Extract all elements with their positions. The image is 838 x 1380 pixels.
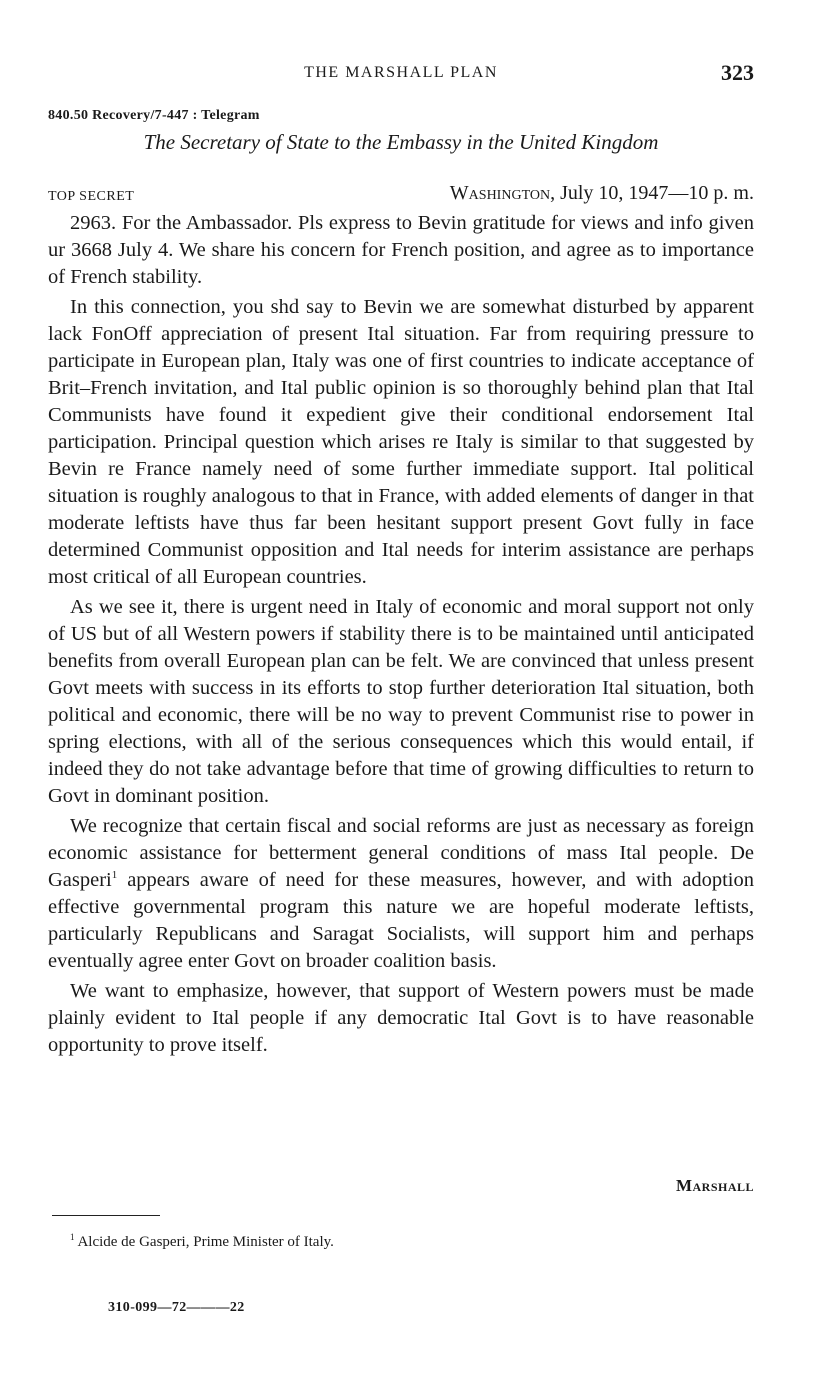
body-paragraph-1: 2963. For the Ambassador. Pls express to Bevin gratitude for views and info given ur 3668 July 4. We share his concern for French position, and agree as to importance of French stability. xyxy=(48,212,754,288)
running-title: THE MARSHALL PLAN xyxy=(304,64,498,81)
body-paragraph-5: We want to emphasize, however, that support of Western powers must be made plainly evident to Ital people if any democratic Ital Govt is to have reasonable opportunity to prove itself. xyxy=(48,980,754,1056)
signature: Marshall xyxy=(675,1176,754,1195)
dateline-date: , July 10, 1947—10 p. m. xyxy=(550,182,754,204)
footnote xyxy=(70,1232,334,1251)
document-title: The Secretary of State to the Embassy in the United Kingdom xyxy=(143,130,659,154)
print-code: 310-099—72———22 xyxy=(108,1300,245,1315)
footnote-divider xyxy=(52,1215,160,1216)
footnote-marker: 1 xyxy=(70,1232,75,1242)
page-number: 323 xyxy=(721,60,754,85)
dateline-row xyxy=(48,182,754,208)
footnote-text: Alcide de Gasperi, Prime Minister of Italy. xyxy=(77,1234,334,1250)
telegram-body xyxy=(48,210,754,1062)
body-paragraph-4 xyxy=(48,813,754,975)
footnote-reference[interactable]: 1 xyxy=(111,869,118,882)
running-head xyxy=(48,60,754,90)
dateline-place: Washington xyxy=(449,182,551,204)
body-paragraph-3: As we see it, there is urgent need in Italy of economic and moral support not only of US but of all Western powers if stability there is to be maintained until anticipated benefits from overall European plan can be felt. We are convinced that unless present Govt meets with success in its efforts to stop further deterioration Ital situation, both political and economic, there will be no way to prevent Communist rise to power in spring elections, with all of the serious consequences which this would entail, if indeed they do not take advantage before that time of growing difficulties to return to Govt in dominant position. xyxy=(48,596,754,807)
paragraph-4-part-2: appears aware of need for these measures, however, and with adoption effective governmental program this nature we are hopeful moderate leftists, particularly Republicans and Saragat Socialists, will support him and perhaps eventually agree enter Govt on broader coalition basis. xyxy=(48,869,754,972)
classification-label: TOP SECRET xyxy=(48,189,135,204)
paragraph-4-part-1: We recognize that certain fiscal and social reforms are just as necessary as foreign economic assistance for betterment general conditions of mass Ital people. De Gasperi xyxy=(48,815,754,891)
file-reference: 840.50 Recovery/7-447 : Telegram xyxy=(48,108,260,123)
body-paragraph-2: In this connection, you shd say to Bevin we are somewhat disturbed by apparent lack FonOff appreciation of present Ital situation. Far from requiring pressure to participate in European plan, Italy was one of first countries to indicate acceptance of Brit–French invitation, and Ital public opinion is so thoroughly behind plan that Ital Communists have found it expedient give their conditional endorsement Ital participation. Principal question which arises re Italy is similar to that suggested by Bevin re France namely need of some further immediate support. Ital political situation is roughly analogous to that in France, with added elements of danger in that moderate leftists have thus far been hesitant support present Govt fully in face determined Communist opposition and Ital needs for interim assistance are perhaps most critical of all European countries. xyxy=(48,296,754,588)
dateline xyxy=(450,182,754,205)
